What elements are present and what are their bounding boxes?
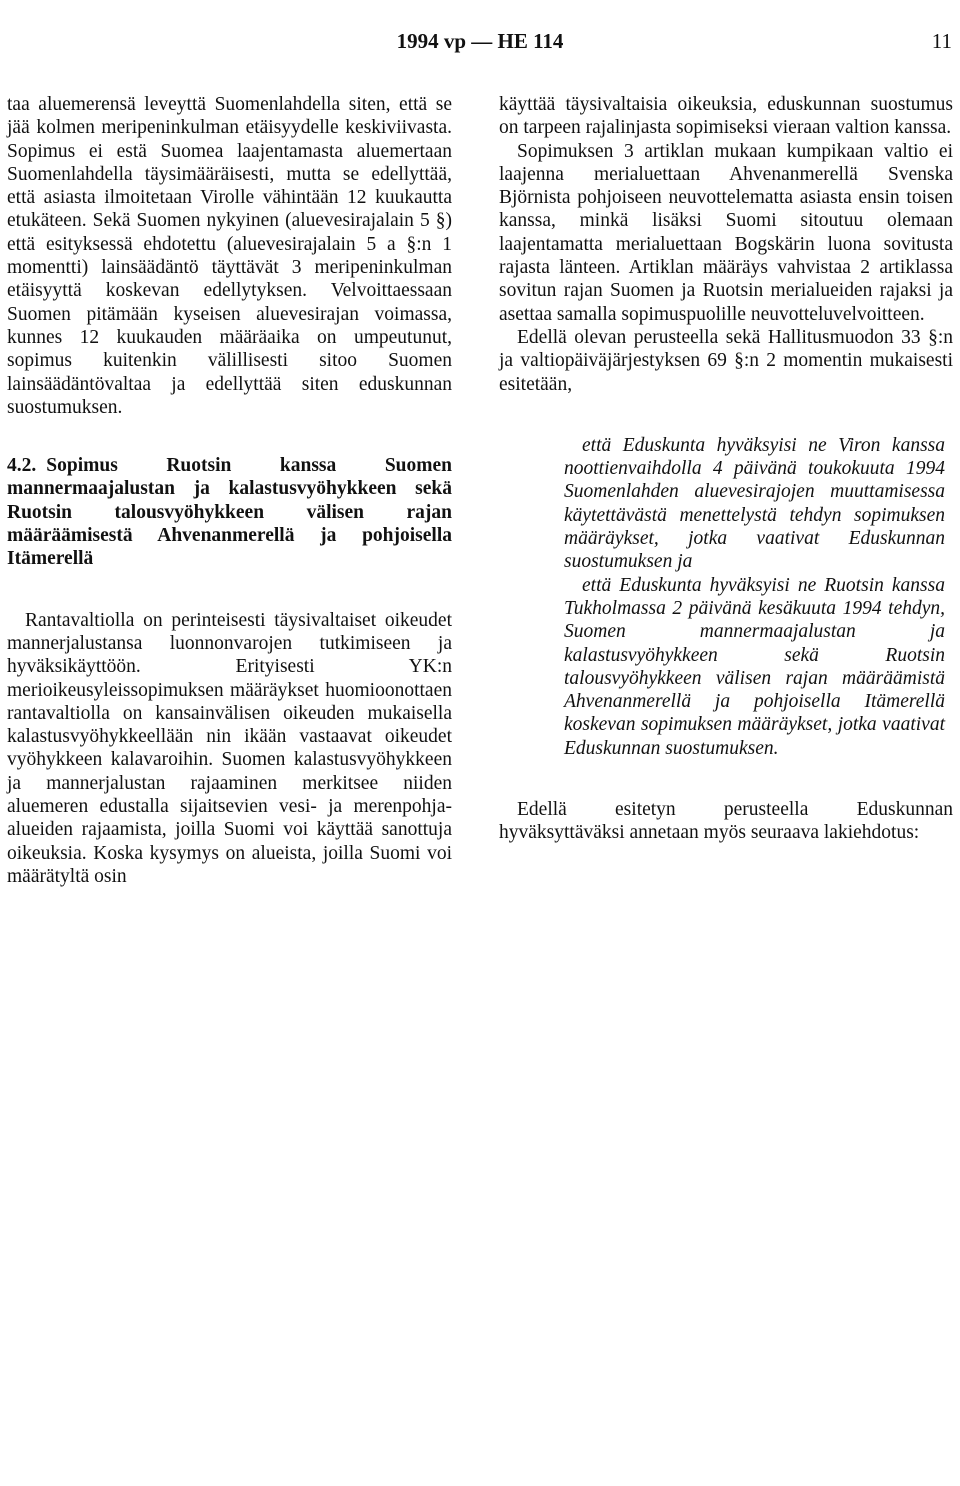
section-number: 4.2. [7,455,37,477]
left-paragraph-1: taa aluemerensä leveyttä Suomenlahdella siten, että se jää kolmen meripeninkulman etäisyydelle keskiviivasta. Sopimus ei estä Suomea laajentamasta aluemertaan Suomenlahdella täysimääräisesti, mutta se edellyttää, että asiasta ilmoitetaan Virolle vähintään 12 kuukautta etukäteen. Sekä Suomen nykyinen (aluevesirajalain 5 §) että esityksessä ehdotettu (aluevesirajalain 5 a §:n 1 momentti) lainsäädäntö täyttävät 3 meripeninkulman etäisyyttä koskevan edellytyksen. Velvoittaessaan Suomen pitämään kyseisen aluevesirajan voimassa, kunnes 12 kuukauden määräaika on umpeutunut, sopimus kuitenkin välillisesti sitoo Suomen lainsäädäntövaltaa ja edellyttää siten eduskunnan suostumuksen. [7,94,452,418]
page-header [0,30,960,60]
proposal-block [499,434,953,760]
right-paragraph-1: käyttää täysivaltaisia oikeuksia, eduskunnan suostumus on tarpeen rajalinjasta sopimiseksi vieraan valtion kanssa. [499,94,953,139]
left-column [7,93,452,888]
final-paragraph: Edellä esitetyn perusteella Eduskunnan hyväksyttäväksi annetaan myös seuraava lakiehdotus: [499,799,953,844]
running-title: 1994 vp — HE 114 [396,29,564,53]
right-column [499,93,953,845]
page-number: 11 [931,29,952,53]
left-paragraph-2: Rantavaltiolla on perinteisesti täysivaltaiset oikeudet mannerjalustansa luonnonvarojen tutkimiseen ja hyväksikäyttöön. Erityisesti YK:n merioikeusyleissopimuksen määräykset huomioonottaen rantavaltiolla on kansainvälisen oikeuden mukaisella kalastusvyöhykkeellään nin ikään vastaavat oikeudet vyöhykkeen kalavaroihin. Suomen kalastusvyöhykkeen ja mannerjalustan rajaaminen merkitsee niiden aluemeren edustalla sijaitsevien vesi- ja merenpohja-alueiden rajaamista, joilla Suomi voi käyttää sanottuja oikeuksia. Koska kysymys on alueista, joilla Suomi voi määrätyltä osin [7,609,452,887]
right-paragraph-2: Sopimuksen 3 artiklan mukaan kumpikaan valtio ei laajenna merialuettaan Ahvenanmerellä Svenska Björnista pohjoiseen neuvottelematta asiasta ensin toisen kanssa, minkä lisäksi Suomi sitoutuu olemaan laajentamatta merialuettaan Bogskärin luona sovitusta rajasta länteen. Artiklan määräys vahvistaa 2 artiklassa sovitun rajan Suomen ja Ruotsin merialueiden rajaksi ja asettaa samalla sopimuspuolille neuvotteluvelvoitteen. [499,140,953,325]
proposal-2: että Eduskunta hyväksyisi ne Ruotsin kanssa Tukholmassa 2 päivänä kesäkuuta 1994 tehdyn, Suomen mannermaajalustan ja kalastusvyöhykkeen sekä Ruotsin talousvyöhykkeen välisen rajan määräämistä Ahvenanmerellä ja pohjoisella Itämerellä koskevan sopimuksen määräykset, jotka vaativat Eduskunnan suostumuksen. [564,574,945,759]
section-heading [7,454,452,570]
section-title: Sopimus Ruotsin kanssa Suomen mannermaajalustan ja kalastusvyöhykkeen sekä Ruotsin talousvyöhykkeen välisen rajan määräämisestä Ahvenanmerellä ja pohjoisella Itämerellä [7,455,452,570]
proposal-1: että Eduskunta hyväksyisi ne Viron kanssa noottienvaihdolla 4 päivänä toukokuuta 1994 Suomenlahden aluevesirajojen muuttamisessa käytettävästä menettelystä tehdyn sopimuksen määräykset, jotka vaativat Eduskunnan suostumuksen ja [564,434,945,573]
right-paragraph-3: Edellä olevan perusteella sekä Hallitusmuodon 33 §:n ja valtiopäiväjärjestyksen 69 §:n 2 momentin mukaisesti esitetään, [499,326,953,395]
